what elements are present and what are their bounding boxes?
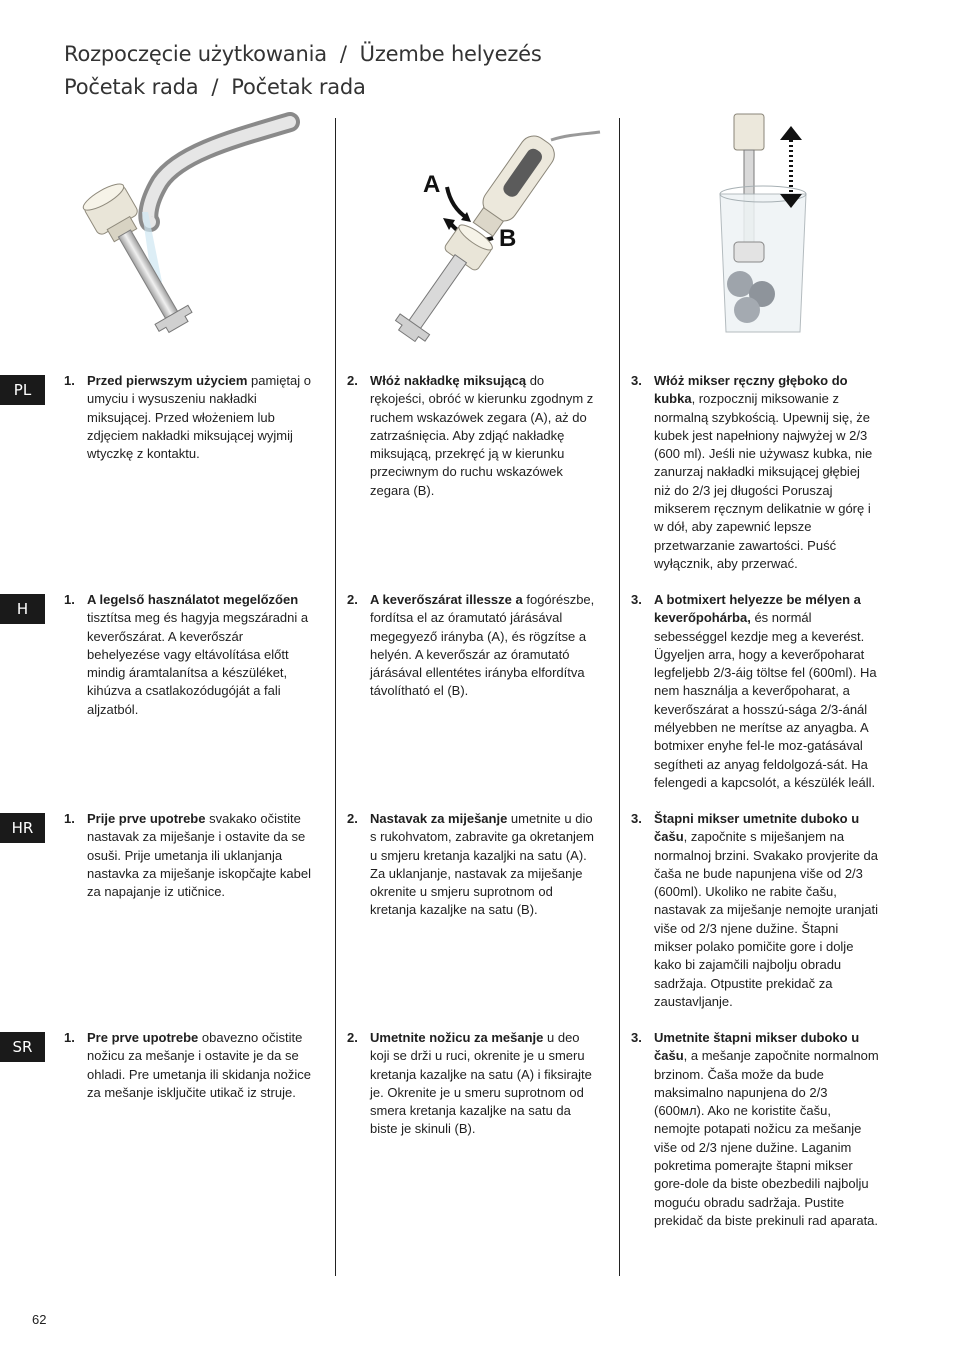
step-lead-bold: Włóż nakładkę miksującą (370, 373, 527, 388)
step-number: 2. (347, 592, 358, 607)
instruction-step (64, 810, 312, 901)
instruction-step (64, 372, 312, 463)
step-body-text: , započnite s miješanjem na normalnoj brzini. Svakako provjerite da čaša ne bude napunjena više od 2/3 (600ml). Ukoliko ne rabite čašu, nastavak za miješanje nemojte uranjati više od 2/3 njene dužine. Štapni mikser polako pomičite gore i dolje kako bi zajamčili najbolju obradu sadržaja. Otpustite prekidač za zaustavljanje. (654, 829, 879, 1009)
step-lead-bold: Pre prve upotrebe (87, 1030, 199, 1045)
attach-blade-illustration (355, 112, 605, 352)
step-lead-bold: Przed pierwszym użyciem (87, 373, 248, 388)
step-text (87, 810, 312, 901)
instruction-step (631, 810, 879, 1011)
step-text (87, 372, 312, 463)
step-text (87, 591, 312, 719)
step-text (370, 1029, 595, 1139)
page-number: 62 (32, 1312, 47, 1327)
step-text (654, 372, 879, 573)
step-number: 2. (347, 811, 358, 826)
instruction-step (631, 1029, 879, 1230)
step-number: 3. (631, 1030, 642, 1045)
step-number: 2. (347, 373, 358, 388)
step-lead-bold: A keverőszárat illessze a (370, 592, 523, 607)
step-body-text: u deo koji se drži u ruci, okrenite je u smeru kretanja kazaljke na satu (A) i fiksirajte je. Okrenite je u smeru suprotnom od smera kretanja kazaljke na satu da biste je skinuli (B). (370, 1030, 592, 1137)
step-lead-bold: Umetnite nožicu za mešanje (370, 1030, 544, 1045)
step-number: 1. (64, 1030, 75, 1045)
step-body-text: obavezno očistite nožicu za mešanje i ostavite je da se ohladi. Pre umetanja ili skidanja nožice za mešanje isključite utikač iz struje. (87, 1030, 312, 1100)
step-lead-bold: A legelső használatot megelőzően (87, 592, 299, 607)
step-body-text: fogórészbe, fordítsa el az óramutató járásával megegyező irányba (A), és rögzítse a helyén. A keverőszár az óramutató járásával ellentétes irányba elfordítva távolítható el (B). (370, 592, 595, 699)
step-number: 3. (631, 811, 642, 826)
instruction-step (347, 591, 595, 701)
step-number: 1. (64, 373, 75, 388)
step-lead-bold: A botmixert helyezze be mélyen a keverőpohárba, (654, 592, 861, 626)
rinse-blade-illustration (70, 112, 310, 352)
step-lead-bold: Štapni mikser umetnite duboko u čašu (654, 811, 860, 845)
step-text (87, 1029, 312, 1102)
column-divider-1 (335, 118, 336, 1276)
step-body-text: do rękojeści, obróć w kierunku zgodnym z ruchem wskazówek zegara (A), aż do zatrzaśnięcia. Aby zdjąć nakładkę miksującą, przekręć ją w kierunku przeciwnym do ruchu wskazówek zegara (B). (370, 373, 594, 498)
instruction-step (347, 1029, 595, 1139)
instruction-step (347, 372, 595, 500)
page-title-line-2: Početak rada / Početak rada (64, 75, 366, 99)
step-number: 3. (631, 592, 642, 607)
step-number: 1. (64, 592, 75, 607)
language-tab-h: H (0, 594, 45, 624)
step-body-text: és normál sebességgel kezdje meg a keverést. Ügyeljen arra, hogy a keverőpoharat legfeljebb 2/3-áig töltse fel (600ml). Ha nem használja a keverőpoharat, a keverőszárat a hosszú-sága 2/3-ánál mélyebben ne merítse az anyagba. A botmixer enyhe fel-le moz-gatásával segítheti az anyag feldolgozá-sát. Ha felengedi a kapcsolót, a készülék leáll. (654, 610, 877, 790)
step-body-text: umetnite u dio s rukohvatom, zabravite ga okretanjem u smjeru kretanja kazaljki na satu (A). Za uklanjanje, nastavak za miješanje okrenite u smjeru suprotnom od kretanja kazaljke na satu (B). (370, 811, 594, 918)
step-body-text: , a mešanje započnite normalnom brzinom. Čaša može da bude maksimalno napunjena do 2/3 (600мл). Ako ne koristite čašu, nemojte potapati nožicu za mešanje više od 2/3 njene dužine. Laganim pokretima pomerajte štapni mikser gore-dole da biste obezbedili najbolju moguću obradu sadržaja. Pustite prekidač da biste prekinuli rad aparata. (654, 1048, 879, 1228)
step-text (370, 591, 595, 701)
column-divider-2 (619, 118, 620, 1276)
step-text (370, 372, 595, 500)
step-text (654, 810, 879, 1011)
instruction-step (64, 591, 312, 719)
instruction-step (64, 1029, 312, 1102)
instruction-step (631, 372, 879, 573)
instruction-step (347, 810, 595, 920)
rotation-label-a: A (423, 171, 441, 198)
step-body-text: , rozpocznij miksowanie z normalną szybkością. Upewnij się, że kubek jest napełniony najwyżej w 2/3 (600 ml). Jeśli nie używasz kubka, nie zanurzaj nakładki miksującej głębiej niż do 2/3 jej długości Poruszaj mikserem ręcznym delikatnie w górę i w dół, aby zapewnić lepsze przetwarzanie zawartości. Puść wyłącznik, aby przerwać. (654, 391, 873, 571)
step-number: 3. (631, 373, 642, 388)
step-lead-bold: Prije prve upotrebe (87, 811, 206, 826)
instruction-step (631, 591, 879, 792)
step-text (654, 591, 879, 792)
step-number: 1. (64, 811, 75, 826)
step-body-text: pamiętaj o umyciu i wysuszeniu nakładki miksującej. Przed włożeniem lub zdjęciem nakładki miksującej wyjmij wtyczkę z kontaktu. (87, 373, 311, 462)
language-tab-pl: PL (0, 375, 45, 405)
step-body-text: svakako očistite nastavak za miješanje i ostavite da se osuši. Prije umetanja ili uklanjanja nastavka za miješanje iskopčajte kabel za napajanje iz utičnice. (87, 811, 312, 900)
language-tab-hr: HR (0, 813, 45, 843)
step-text (370, 810, 595, 920)
rotation-label-b: B (499, 225, 517, 252)
step-number: 2. (347, 1030, 358, 1045)
language-tab-sr: SR (0, 1032, 45, 1062)
page-title-line-1: Rozpoczęcie użytkowania / Üzembe helyezés (64, 42, 542, 66)
step-lead-bold: Umetnite štapni mikser duboko u čašu (654, 1030, 860, 1064)
step-text (654, 1029, 879, 1230)
step-lead-bold: Włóż mikser ręczny głęboko do kubka (654, 373, 848, 407)
step-body-text: tisztítsa meg és hagyja megszáradni a keverőszárat. A keverőszár behelyezése vagy eltávolítása előtt mindig áramtalanítsa a készüléket, kihúzva a csatlakozódugóját a fali aljzatból. (87, 610, 309, 717)
step-lead-bold: Nastavak za miješanje (370, 811, 508, 826)
blend-in-beaker-illustration (700, 112, 830, 342)
